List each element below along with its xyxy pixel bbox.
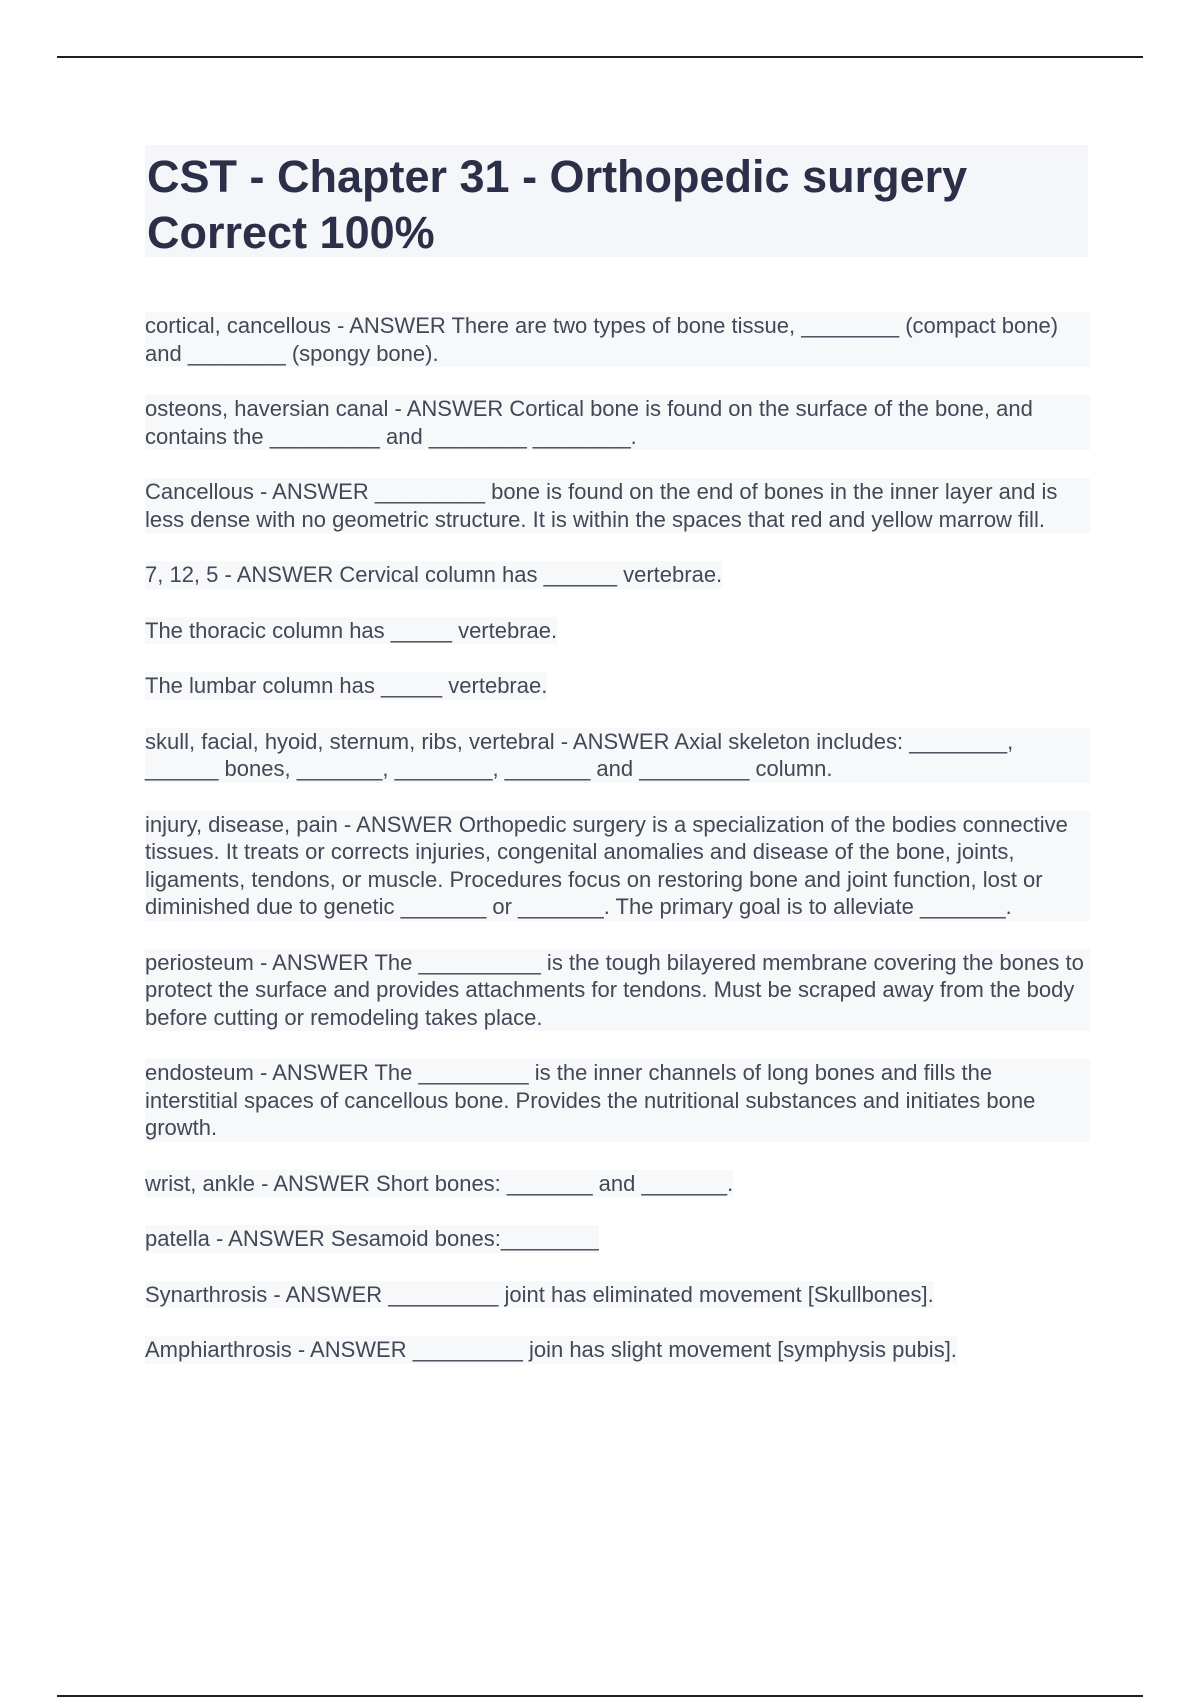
flashcard-item-sesamoid-bones: patella - ANSWER Sesamoid bones:________ <box>145 1226 599 1251</box>
flashcard-item-axial-skeleton: skull, facial, hyoid, sternum, ribs, vertebral - ANSWER Axial skeleton includes: ________, ______ bones, _______, ________, _______ and _________ column. <box>145 728 1090 783</box>
page-title-line-2: Correct 100% <box>147 207 435 258</box>
flashcard-item-lumbar-column: The lumbar column has _____ vertebrae. <box>145 673 548 698</box>
flashcard-item-cancellous-bone: Cancellous - ANSWER _________ bone is found on the end of bones in the inner layer and is less dense with no geometric structure. It is within the spaces that red and yellow marrow fill. <box>145 478 1090 533</box>
flashcard-item-synarthrosis: Synarthrosis - ANSWER _________ joint has eliminated movement [Skullbones]. <box>145 1281 934 1307</box>
flashcard-list <box>145 312 1090 1392</box>
flashcard-item-periosteum: periosteum - ANSWER The __________ is the tough bilayered membrane covering the bones to protect the surface and provides attachments for tendons. Must be scraped away from the body before cutting or remodeling takes place. <box>145 949 1090 1032</box>
bottom-rule <box>57 1695 1143 1697</box>
top-rule <box>57 56 1143 58</box>
page-title-line-1: CST - Chapter 31 - Orthopedic surgery <box>147 151 968 202</box>
flashcard-item-thoracic-column: The thoracic column has _____ vertebrae. <box>145 617 558 643</box>
flashcard-item-amphiarthrosis: Amphiarthrosis - ANSWER _________ join has slight movement [symphysis pubis]. <box>145 1337 957 1362</box>
flashcard-item-short-bones: wrist, ankle - ANSWER Short bones: _______ and _______. <box>145 1170 734 1196</box>
flashcard-item-bone-tissue: cortical, cancellous - ANSWER There are two types of bone tissue, ________ (compact bone) and ________ (spongy bone). <box>145 312 1090 367</box>
flashcard-item-orthopedic-surgery: injury, disease, pain - ANSWER Orthopedic surgery is a specialization of the bodies connective tissues. It treats or corrects injuries, congenital anomalies and disease of the bone, joints, ligaments, tendons, or muscle. Procedures focus on restoring bone and joint function, lost or diminished due to genetic _______ or _______. The primary goal is to alleviate _______. <box>145 811 1090 921</box>
title-block <box>145 145 1088 257</box>
flashcard-item-cervical-column: 7, 12, 5 - ANSWER Cervical column has ______ vertebrae. <box>145 562 723 587</box>
flashcard-item-cortical-bone: osteons, haversian canal - ANSWER Cortical bone is found on the surface of the bone, and contains the _________ and ________ ________. <box>145 395 1090 450</box>
flashcard-item-endosteum: endosteum - ANSWER The _________ is the inner channels of long bones and fills the interstitial spaces of cancellous bone. Provides the nutritional substances and initiates bone growth. <box>145 1059 1090 1142</box>
